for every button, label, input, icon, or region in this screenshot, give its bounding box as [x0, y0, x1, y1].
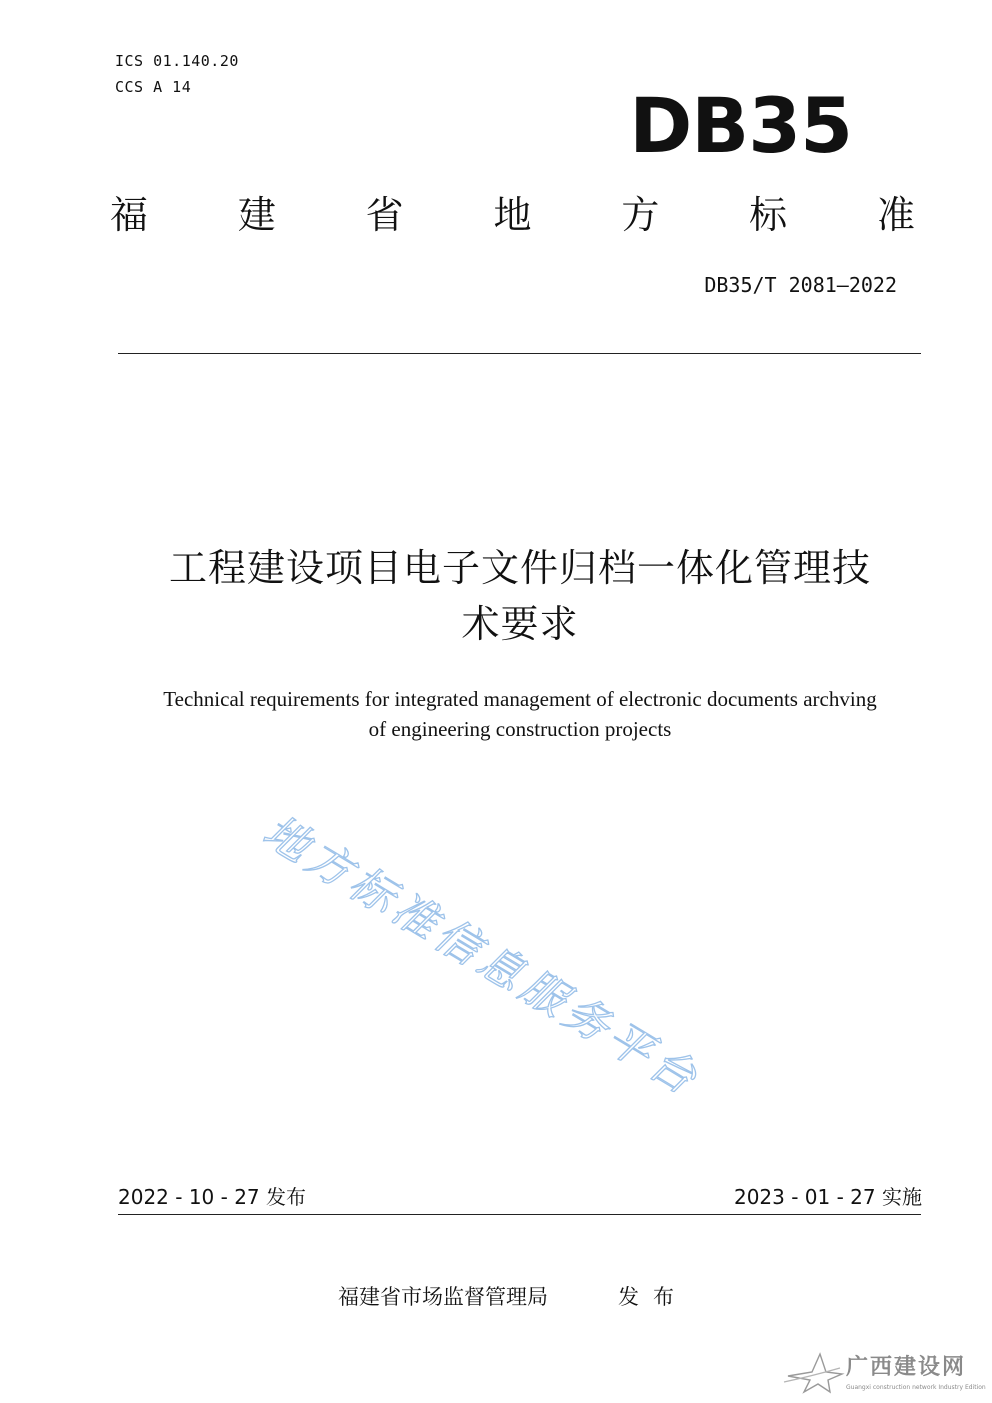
chinese-title-line: 术要求: [461, 602, 579, 646]
standard-type-char: 建: [237, 193, 276, 237]
standard-type-char: 福: [110, 193, 149, 237]
star-icon: [784, 1354, 842, 1392]
site-logo: [782, 1348, 987, 1396]
english-title-line: of engineering construction projects: [368, 717, 672, 741]
standard-type-char: 准: [876, 193, 915, 237]
publish-date: 2022 - 10 - 27 发布: [118, 1185, 307, 1209]
ics-code: ICS 01.140.20: [115, 52, 239, 70]
implement-date: 2023 - 01 - 27 实施: [733, 1185, 922, 1209]
standard-type-char: 标: [749, 193, 788, 237]
ccs-code: CCS A 14: [115, 78, 192, 96]
watermark: [250, 800, 850, 1180]
header-divider: [118, 353, 921, 354]
standard-number: DB35/T 2081—2022: [704, 273, 897, 297]
site-name: 广西建设网: [846, 1354, 967, 1380]
classification-codes: [115, 48, 239, 100]
issue-word: 发布: [618, 1285, 688, 1309]
english-title-line: Technical requirements for integrated management of electronic documents archving: [163, 687, 877, 711]
watermark-text: 地方标准信息服务平台: [254, 805, 710, 1107]
site-subtitle: Guangxi construction network Industry Edition: [846, 1384, 986, 1391]
standard-type-char: 地: [493, 193, 532, 237]
english-title: [96, 684, 944, 744]
standard-type-char: 省: [365, 193, 404, 237]
standard-type-heading: [110, 190, 915, 240]
chinese-title: [100, 540, 940, 652]
issuing-authority: 福建省市场监督管理局: [338, 1285, 548, 1309]
footer-divider: [118, 1214, 921, 1215]
chinese-title-line: 工程建设项目电子文件归档一体化管理技: [168, 546, 871, 590]
standard-type-char: 方: [621, 193, 660, 237]
db-logo: DB35: [629, 81, 852, 170]
